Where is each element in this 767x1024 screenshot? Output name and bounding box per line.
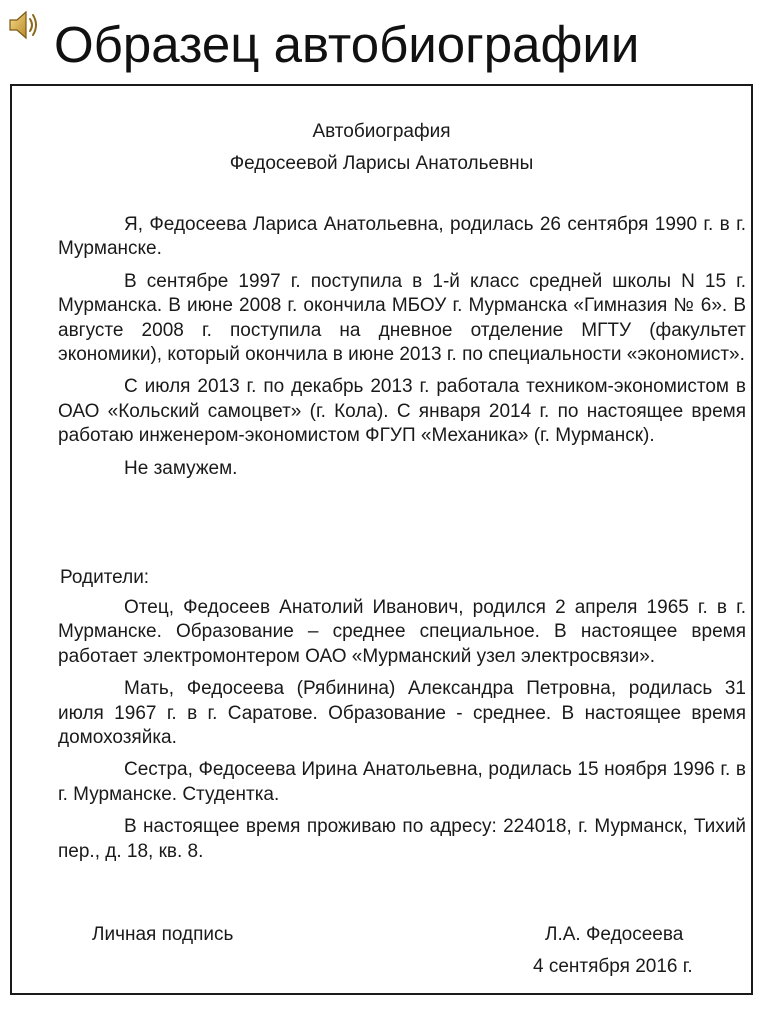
paragraph-sister: Сестра, Федосеева Ирина Анатольевна, родилась 15 ноября 1996 г. в г. Мурманске. Студентка.: [58, 759, 746, 805]
signature-name: Л.А. Федосеева: [545, 924, 684, 945]
signature-date: 4 сентября 2016 г.: [533, 956, 693, 977]
paragraph-father: Отец, Федосеев Анатолий Иванович, родился 2 апреля 1965 г. в г. Мурманске. Образование – среднее специальное. В настоящее время работает электромонтером ОАО «Мурманский узел электросвязи».: [58, 597, 746, 667]
paragraph-marital-status: Не замужем.: [124, 457, 238, 479]
paragraph-education: В сентябре 1997 г. поступила в 1-й класс средней школы N 15 г. Мурманска. В июне 2008 г. окончила МБОУ г. Мурманска «Гимназия № 6». В августе 2008 г. поступила на дневное отделение МГТУ (факультет экономики), который окончила в июне 2013 г. по специальности «экономист».: [58, 270, 746, 366]
parents-label: Родители:: [60, 567, 150, 588]
paragraph-address: В настоящее время проживаю по адресу: 224018, г. Мурманск, Тихий пер., д. 18, кв. 8.: [58, 816, 746, 862]
document-subject: Федосеевой Ларисы Анатольевны: [229, 153, 534, 174]
paragraph-birth: Я, Федосеева Лариса Анатольевна, родилась 26 сентября 1990 г. в г. Мурманске.: [58, 214, 746, 260]
family-body: [58, 596, 746, 872]
paragraph-work: С июля 2013 г. по декабрь 2013 г. работала техником-экономистом в ОАО «Кольский самоцвет» (г. Кола). С января 2014 г. по настоящее время работаю инженером-экономистом ФГУП «Механика» (г. Мурманск).: [58, 376, 746, 447]
signature-label: Личная подпись: [92, 924, 234, 945]
paragraph-mother: Мать, Федосеева (Рябинина) Александра Петровна, родилась 31 июля 1967 г. в г. Саратове. Образование - среднее. В настоящее время домохозяйка.: [58, 678, 746, 749]
slide-title: Образец автобиографии: [54, 16, 640, 73]
biography-body: [58, 213, 746, 489]
speaker-icon[interactable]: [6, 8, 40, 42]
document-heading: Автобиография: [312, 121, 451, 142]
